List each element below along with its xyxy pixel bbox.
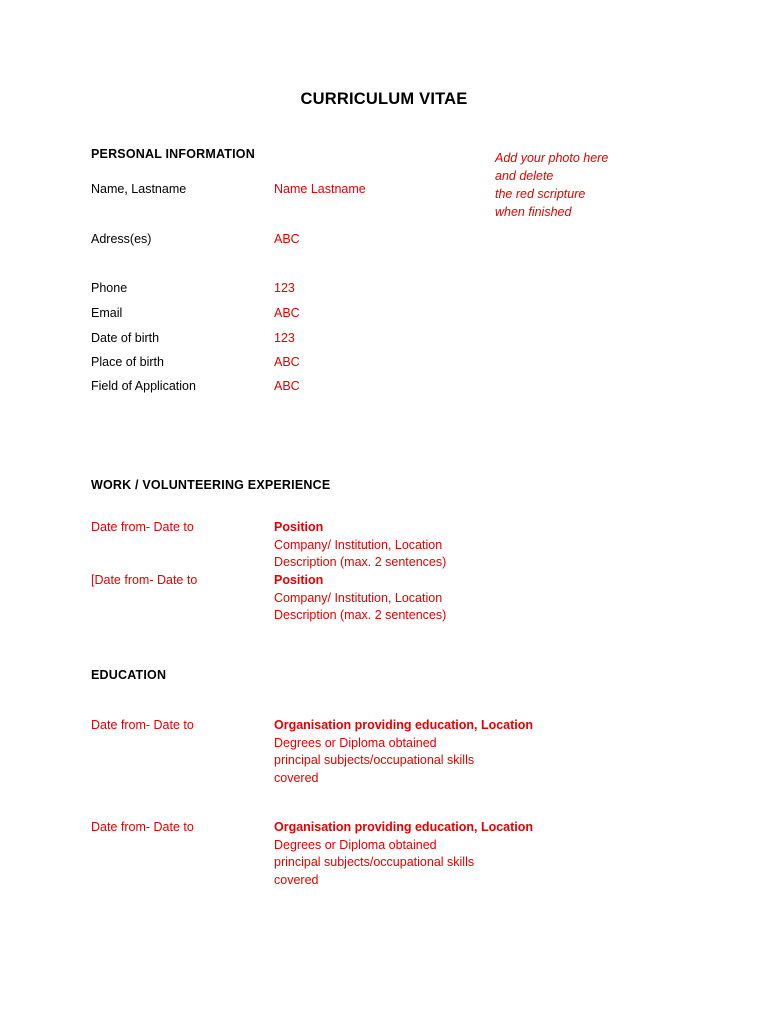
field-value-date-of-birth: 123 [274, 331, 295, 345]
education-entry-dates: Date from- Date to [91, 718, 194, 732]
work-entry-details [274, 519, 446, 572]
field-label-email: Email [91, 306, 123, 320]
work-entry-description: Description (max. 2 sentences) [274, 555, 447, 570]
field-value-email: ABC [274, 306, 300, 320]
field-value-name: Name Lastname [274, 182, 366, 196]
field-label-date-of-birth: Date of birth [91, 331, 160, 345]
education-entry-degree: Degrees or Diploma obtained [274, 837, 437, 852]
work-entry-description: Description (max. 2 sentences) [274, 608, 447, 623]
work-entry-dates: Date from- Date to [91, 520, 194, 534]
photo-note [495, 149, 608, 221]
photo-note-line: and delete [495, 169, 554, 183]
education-entry-degree: Degrees or Diploma obtained [274, 735, 437, 750]
work-entry-company: Company/ Institution, Location [274, 590, 443, 605]
section-heading-personal: PERSONAL INFORMATION [91, 147, 255, 161]
work-entry-position: Position [274, 573, 324, 587]
field-value-phone: 123 [274, 281, 295, 295]
field-value-place-of-birth: ABC [274, 355, 300, 369]
section-heading-education: EDUCATION [91, 668, 167, 682]
education-entry-subjects: principal subjects/occupational skills [274, 753, 475, 768]
photo-note-line: the red scripture [495, 187, 586, 201]
photo-note-line: Add your photo here [495, 151, 609, 165]
education-entry-dates: Date from- Date to [91, 820, 194, 834]
field-label-name: Name, Lastname [91, 182, 187, 196]
field-value-field-of-application: ABC [274, 379, 300, 393]
section-heading-work: WORK / VOLUNTEERING EXPERIENCE [91, 478, 331, 492]
work-entry-position: Position [274, 520, 324, 534]
education-entry-details [274, 819, 533, 889]
field-label-place-of-birth: Place of birth [91, 355, 164, 369]
education-entry-details [274, 717, 533, 787]
field-label-field-of-application: Field of Application [91, 379, 196, 393]
education-entry-subjects-cont: covered [274, 872, 319, 887]
field-label-address: Adress(es) [91, 232, 152, 246]
field-label-phone: Phone [91, 281, 128, 295]
field-value-address: ABC [274, 232, 300, 246]
education-entry-organisation: Organisation providing education, Location [274, 820, 534, 834]
photo-note-line: when finished [495, 205, 572, 219]
work-entry-dates: [Date from- Date to [91, 573, 198, 587]
education-entry-subjects-cont: covered [274, 770, 319, 785]
work-entry-company: Company/ Institution, Location [274, 537, 443, 552]
work-entry-details [274, 572, 446, 625]
education-entry-organisation: Organisation providing education, Location [274, 718, 534, 732]
page-title: CURRICULUM VITAE [300, 90, 468, 108]
education-entry-subjects: principal subjects/occupational skills [274, 855, 475, 870]
